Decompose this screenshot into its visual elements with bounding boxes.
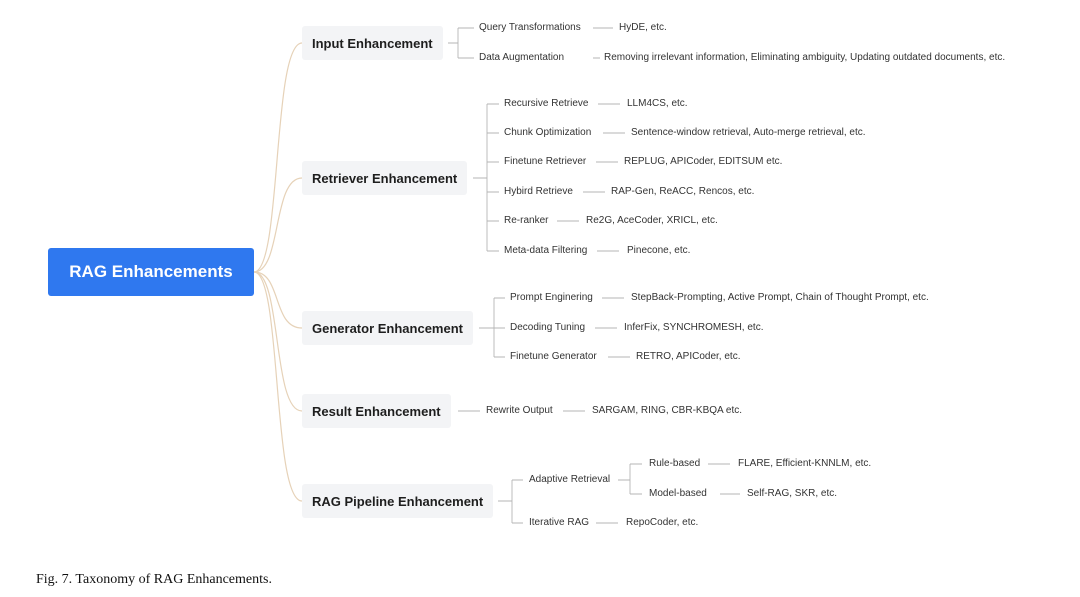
root-node: RAG Enhancements (48, 248, 254, 296)
examples-iterative-rag: RepoCoder, etc. (626, 517, 699, 528)
node-decoding-tuning: Decoding Tuning (510, 322, 586, 333)
node-rewrite-output: Rewrite Output (486, 405, 553, 416)
node-model-based: Model-based (649, 488, 707, 499)
node-data-augmentation: Data Augmentation (479, 52, 565, 63)
connector-root-generator (254, 272, 302, 328)
examples-prompt-enginering: StepBack-Prompting, Active Prompt, Chain of Thought Prompt, etc. (631, 292, 929, 303)
connector-root-pipeline (254, 272, 302, 501)
node-recursive-retrieve: Recursive Retrieve (504, 98, 589, 109)
examples-rewrite-output: SARGAM, RING, CBR-KBQA etc. (592, 405, 743, 416)
node-re-ranker: Re-ranker (504, 215, 549, 226)
examples-re-ranker: Re2G, AceCoder, XRICL, etc. (586, 215, 718, 226)
category-result-enhancement: Result Enhancement (302, 394, 451, 428)
examples-hybird-retrieve: RAP-Gen, ReACC, Rencos, etc. (611, 186, 755, 197)
node-prompt-enginering: Prompt Enginering (510, 292, 593, 303)
examples-data-augmentation: Removing irrelevant information, Eliminating ambiguity, Updating outdated documents, etc. (604, 52, 1006, 63)
node-adaptive-retrieval: Adaptive Retrieval (529, 474, 611, 485)
category-retriever-enhancement: Retriever Enhancement (302, 161, 467, 195)
node-query-transformations: Query Transformations (479, 22, 581, 33)
examples-model-based: Self-RAG, SKR, etc. (747, 488, 838, 499)
node-finetune-retriever: Finetune Retriever (504, 156, 587, 167)
category-input-enhancement: Input Enhancement (302, 26, 443, 60)
figure-caption: Fig. 7. Taxonomy of RAG Enhancements. (36, 572, 272, 587)
category-generator-enhancement: Generator Enhancement (302, 311, 473, 345)
examples-meta-data-filtering: Pinecone, etc. (627, 245, 691, 256)
node-rule-based: Rule-based (649, 458, 701, 469)
examples-finetune-retriever: REPLUG, APICoder, EDITSUM etc. (624, 156, 783, 167)
category-rag-pipeline-enhancement: RAG Pipeline Enhancement (302, 484, 493, 518)
node-meta-data-filtering: Meta-data Filtering (504, 245, 588, 256)
examples-chunk-optimization: Sentence-window retrieval, Auto-merge retrieval, etc. (631, 127, 866, 138)
examples-rule-based: FLARE, Efficient-KNNLM, etc. (738, 458, 872, 469)
node-hybird-retrieve: Hybird Retrieve (504, 186, 573, 197)
connector-root-retriever (254, 178, 302, 272)
node-iterative-rag: Iterative RAG (529, 517, 590, 528)
node-chunk-optimization: Chunk Optimization (504, 127, 592, 138)
examples-decoding-tuning: InferFix, SYNCHROMESH, etc. (624, 322, 764, 333)
examples-query-transformations: HyDE, etc. (619, 22, 667, 33)
node-finetune-generator: Finetune Generator (510, 351, 597, 362)
examples-finetune-generator: RETRO, APICoder, etc. (636, 351, 741, 362)
examples-recursive-retrieve: LLM4CS, etc. (627, 98, 688, 109)
connector-root-input (254, 43, 302, 272)
